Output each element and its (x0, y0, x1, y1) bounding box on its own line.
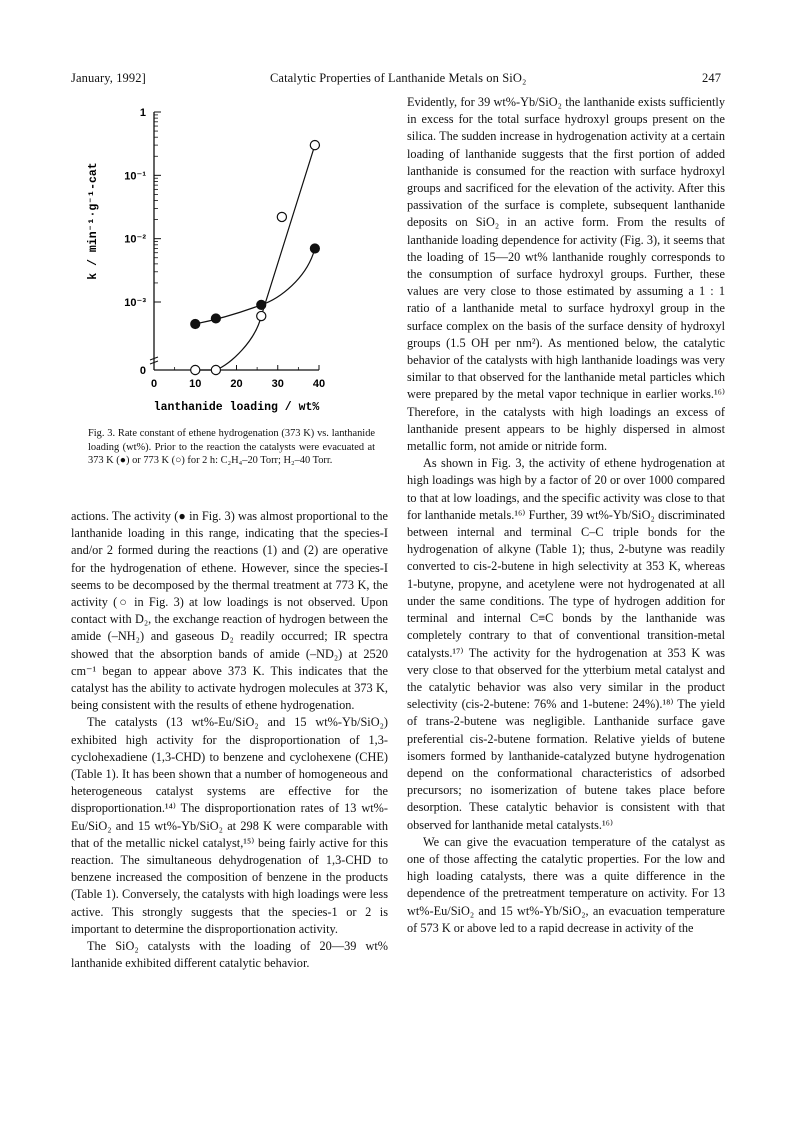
y-tick-label: 10⁻³ (124, 297, 146, 309)
figure-3 (71, 95, 389, 417)
filled-series-curve (195, 248, 315, 323)
open-point (310, 141, 319, 150)
y-tick-label: 10⁻¹ (124, 170, 146, 183)
paragraph: We can give the evacuation temperature of the catalyst as one of those affecting the catalytic properties. For the low and high loading catalysts, there was a quite difference in the dependence of the pretreatment temperature on activity. For 13 wt%-Eu/SiO₂ and 15 wt%-Yb/SiO₂, an evacuation temperature of 573 K or above led to a rapid decrease in activity of the (407, 834, 725, 935)
paragraph: As shown in Fig. 3, the activity of ethene hydrogenation at high loadings was high by a factor of 20 or over 1000 compared to that at low loadings, and the specific activity was close to that for lanthanide metals.¹⁶⁾ Further, 39 wt%-Yb/SiO₂ discriminated between internal and terminal C–C triple bonds for the hydrogenation of alkyne (Table 1); thus, 2-butyne was readily converted to cis-2-butene in high selectivity at 353 K, whereas 1-butyne, propyne, and acetylene were not hydrogenated at all under the same conditions. The type of hydrogen addition for terminal and internal C≡C bonds by the lanthanide was completely contrary to that of conventional transition-metal catalysts.¹⁷⁾ The activity for the hydrogenation at 353 K was very close to that observed for the ytterbium metal catalyst and the catalytic behavior was also very similar in the product selectivity (cis-2-butene: 76% and 1-butene: 24%).¹⁸⁾ The yield of trans-2-butene was negligible. Lanthanide surface gave preferential cis-2-butene formation. Relative yields of butene isomers formed by lanthanide-catalyzed butyne hydrogenation depend on the conformational characteristics of adsorbed precursors; no isomerization of butene takes place before desorption. These catalytic behavior is consistent with that observed for lanthanide metal catalysts.¹⁶⁾ (407, 456, 725, 832)
paragraph: actions. The activity (● in Fig. 3) was almost proportional to the lanthanide loading in this range, indicating that the species-I and/or 2 formed during the reactions (1) and (2) are operative for the hydrogenation of ethene. However, since the species-I seems to be decomposed by the thermal treatment at 773 K, the activity (○ in Fig. 3) at low loadings is not observed. Upon contact with D₂, the exchange reaction of hydrogen between the amide (–NH₂) and gaseous D₂ readily occurred; IR spectra showed that the absorption bands of amide (–ND₂) at 2520 cm⁻¹ began to appear above 373 K. This indicates that the catalyst has the ability to activate hydrogen molecules at 373 K, being consistent with the results of ethene hydrogenation. (71, 509, 388, 713)
paragraph: Evidently, for 39 wt%-Yb/SiO₂ the lanthanide exists sufficiently in excess for the total surface hydroxyl groups present on the silica. The sudden increase in hydrogenation activity at a certain loading of lanthanide suggests that the first portion of added lanthanide is consumed for the reaction with surface hydroxyl groups and sacrificed for the elevation of the activity. After this passivation of the surface is complete, subsequent lanthanide deposits on SiO₂ in an active form. From the results of lanthanide loading dependence for activity (Fig. 3), it seems that the loading of 15—20 wt% lanthanide roughly corresponds to the consumption of surface hydroxyl groups. Further, these values are very close to those estimated by assuming a 1 : 1 ratio of a lanthanide metal to surface hydroxyl group in the surface complex on the basis of the surface density of hydroxyl groups (1.5 OH per nm²). As mentioned below, the catalytic behavior of the catalysts with high lanthanide loadings was very similar to that observed for the lanthanide metal particles which were prepared by the metal vapor technique in earlier works.¹⁶⁾ Therefore, in the catalysts with high loadings an excess of lanthanide present appears to be highly dispersed in almost metallic form, not amide or nitride form. (407, 95, 725, 454)
paragraph: The SiO₂ catalysts with the loading of 20—39 wt% lanthanide exhibited different catalytic behavior. (71, 939, 388, 971)
x-tick-label: 40 (312, 378, 326, 390)
filled-point (191, 319, 200, 328)
y-tick-label: 1 (139, 107, 146, 119)
page-number: 247 (702, 71, 722, 85)
open-point (257, 311, 266, 320)
filled-point (257, 300, 266, 309)
right-column (407, 94, 725, 937)
open-series-curve (195, 145, 315, 370)
left-column (71, 508, 388, 972)
y-tick-label: 10⁻² (124, 233, 146, 246)
x-tick-label: 0 (150, 378, 158, 390)
open-point (211, 365, 220, 374)
x-tick-label: 20 (230, 378, 243, 390)
open-point (191, 365, 200, 374)
open-point (277, 212, 286, 221)
y-axis-label: k / min⁻¹·g⁻¹-cat (87, 162, 100, 280)
y-tick-label: 0 (139, 365, 146, 377)
x-tick-label: 10 (189, 378, 202, 390)
rate-constant-chart (71, 95, 389, 417)
paragraph: The catalysts (13 wt%-Eu/SiO₂ and 15 wt%-Yb/SiO₂) exhibited high activity for the disproportionation of 1,3-cyclohexadiene (1,3-CHD) to benzene and cyclohexene (CHE) (Table 1). It has been shown that a number of homogeneous and heterogeneous catalyst systems are effective for the disproportionation.¹⁴⁾ The disproportionation rates of 13 wt%-Eu/SiO₂ and 15 wt%-Yb/SiO₂ at 298 K were comparable with that of the metallic nickel catalyst,¹⁵⁾ being fairly active for this reaction. The simultaneous dehydrogenation of 1,3-CHD to benzene increased the composition of benzene in the products (Table 1). Conversely, the catalysts with high loadings were less active. This strongly suggests that the species-1 or 2 is important to determine the disproportionation activity. (71, 715, 388, 936)
filled-point (310, 244, 319, 253)
running-header-title: Catalytic Properties of Lanthanide Metals on SiO₂ (270, 71, 527, 85)
filled-point (211, 314, 220, 323)
x-axis-label: lanthanide loading / wt% (153, 401, 320, 414)
x-tick-label: 30 (271, 378, 284, 390)
running-header-left: January, 1992] (71, 71, 146, 85)
figure-caption: Fig. 3. Rate constant of ethene hydrogenation (373 K) vs. lanthanide loading (wt%). Prior to the reaction the catalysts were evacuated at 373 K (●) or 773 K (○) for 2 h: C₂H₄–20 Torr; H₂–40 Torr. (88, 428, 375, 467)
